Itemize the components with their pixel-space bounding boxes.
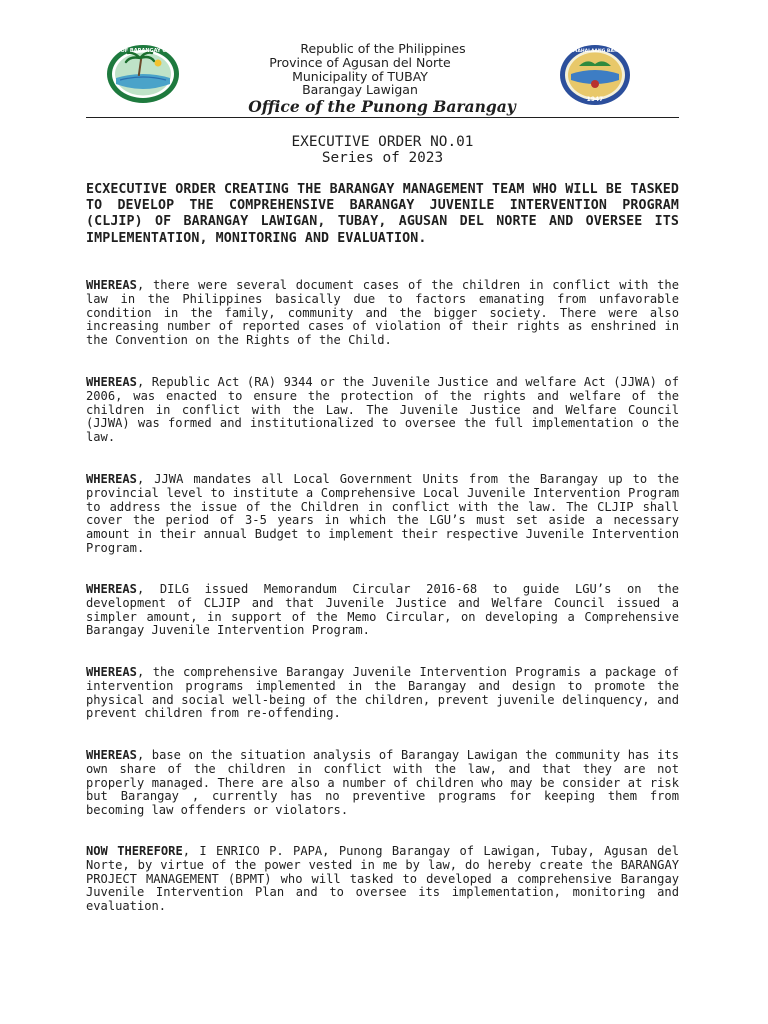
whereas-paragraph-3 (86, 473, 679, 556)
whereas-paragraph-6 (86, 749, 679, 818)
whereas-paragraph-2 (86, 376, 679, 445)
whereas-paragraph-4 (86, 583, 679, 638)
letterhead-province: Province of Agusan del Norte (269, 55, 451, 70)
svg-text:PAMAHALAANG BAYAN: PAMAHALAANG BAYAN (566, 49, 624, 54)
paragraph-text: , the comprehensive Barangay Juvenile Intervention Programis a package of intervention programs implemented in the Barangay and design to promote the physical and social well-being of the children, prevent juvenile delinquency, and prevent children from re-offending. (86, 665, 679, 721)
executive-order-title: ECXECUTIVE ORDER CREATING THE BARANGAY MANAGEMENT TEAM WHO WILL BE TASKED TO DEVELOP THE COMPREHENSIVE BARANGAY JUVENILE INTERVENTION PROGRAM (CLJIP) OF BARANGAY LAWIGAN, TUBAY, AGUSAN DEL NORTE AND OVERSEE ITS IMPLEMENTATION, MONITORING AND EVALUATION. (86, 182, 679, 246)
paragraph-text: , there were several document cases of the children in conflict with the law in the Philippines basically due to factors emanating from unfavorable condition in the family, community and the bigger society. There were also increasing number of reported cases of violation of their rights as enshrined in the Convention on the Rights of the Child. (86, 278, 679, 348)
paragraph-lead: WHEREAS (86, 665, 137, 679)
now-therefore-paragraph (86, 845, 679, 914)
executive-order-series: Series of 2023 (321, 150, 444, 166)
paragraph-lead: WHEREAS (86, 582, 137, 596)
letterhead-country: Republic of the Philippines (300, 41, 466, 56)
paragraph-lead: WHEREAS (86, 278, 137, 292)
letterhead-barangay: Barangay Lawigan (302, 82, 418, 97)
paragraph-lead: NOW THEREFORE (86, 844, 183, 858)
svg-text:OFFICE OF BARANGAY COUNCIL: OFFICE OF BARANGAY COUNCIL (98, 48, 188, 54)
whereas-paragraph-1 (86, 279, 679, 348)
letterhead-municipality: Municipality of TUBAY (292, 69, 428, 84)
paragraph-text: , JJWA mandates all Local Government Units from the Barangay up to the provincial level to institute a Comprehensive Local Juvenile Intervention Program to address the issue of the Children in conflict with the law. The CLJIP shall cover the period of 3-5 years in which the LGU’s must set aside a necessary amount in their annual Budget to implement their respective Juvenile Intervention Program. (86, 472, 679, 555)
header-divider (86, 117, 679, 118)
paragraph-text: , DILG issued Memorandum Circular 2016-68 to guide LGU’s on the development of CLJIP and that Juvenile Justice and Welfare Council issued a simpler amount, in support of the Memo Circular, on developing a Comprehensive Barangay Juvenile Intervention Program. (86, 582, 679, 638)
paragraph-text: , base on the situation analysis of Barangay Lawigan the community has its own share of the children in conflict with the law, and that they are not properly managed. There are also a number of children who may be consider at risk but Barangay , currently has no preventive programs for keeping them from becoming law offenders or violators. (86, 748, 679, 818)
whereas-paragraph-5 (86, 666, 679, 721)
office-title: Office of the Punong Barangay (248, 97, 516, 116)
paragraph-text: , Republic Act (RA) 9344 or the Juvenile Justice and welfare Act (JJWA) of 2006, was enacted to ensure the protection of the rights and welfare of the children in conflict with the Law. The Juvenile Justice and Welfare Council (JJWA) was formed and institutionalized to oversee the full implementation o the law. (86, 375, 679, 445)
paragraph-lead: WHEREAS (86, 748, 137, 762)
paragraph-lead: WHEREAS (86, 375, 137, 389)
svg-text:1947: 1947 (586, 96, 604, 103)
paragraph-lead: WHEREAS (86, 472, 137, 486)
executive-order-number: EXECUTIVE ORDER NO.01 (291, 134, 474, 150)
paragraph-text: , I ENRICO P. PAPA, Punong Barangay of Lawigan, Tubay, Agusan del Norte, by virtue of the power vested in me by law, do hereby create the BARANGAY PROJECT MANAGEMENT (BPMT) who will tasked to developed a comprehensive Barangay Juvenile Intervention Plan and to oversee its implementation, monitoring and evaluation. (86, 844, 679, 914)
